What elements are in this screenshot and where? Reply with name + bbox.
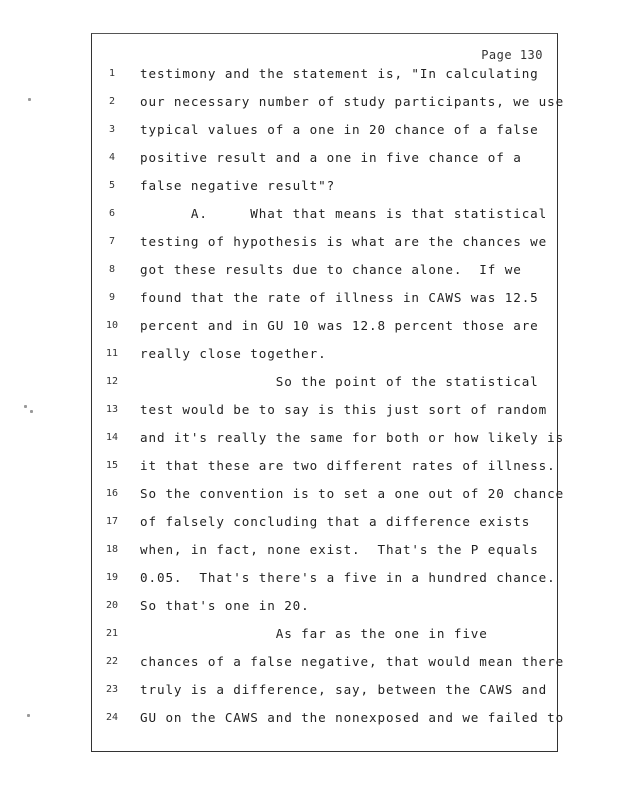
line-text: So that's one in 20. bbox=[140, 598, 310, 613]
transcript-line bbox=[92, 90, 565, 117]
line-number: 14 bbox=[105, 432, 119, 443]
line-text: So the convention is to set a one out of 20 chance bbox=[140, 486, 565, 501]
line-text: positive result and a one in five chance of a bbox=[140, 150, 522, 165]
line-number: 13 bbox=[105, 404, 119, 415]
scan-speck bbox=[30, 410, 33, 413]
line-text: false negative result"? bbox=[140, 178, 336, 193]
transcript-line bbox=[92, 314, 557, 341]
line-number: 19 bbox=[105, 572, 119, 583]
line-text: got these results due to chance alone. If we bbox=[140, 262, 522, 277]
transcript-line bbox=[92, 174, 557, 201]
transcript-line bbox=[92, 678, 557, 705]
line-text: So the point of the statistical bbox=[140, 374, 539, 389]
line-number: 23 bbox=[105, 684, 119, 695]
transcript-line bbox=[92, 202, 557, 229]
line-text: test would be to say is this just sort of random bbox=[140, 402, 548, 417]
line-number: 15 bbox=[105, 460, 119, 471]
transcript-line bbox=[92, 510, 557, 537]
line-number: 17 bbox=[105, 516, 119, 527]
transcript-line bbox=[92, 342, 557, 369]
line-text: chances of a false negative, that would mean there bbox=[140, 654, 565, 669]
transcript-line bbox=[92, 398, 557, 425]
transcript-line bbox=[92, 118, 557, 145]
line-text: truly is a difference, say, between the CAWS and bbox=[140, 682, 548, 697]
line-number: 10 bbox=[105, 320, 119, 331]
transcript-line bbox=[92, 482, 565, 509]
transcript-line bbox=[92, 622, 557, 649]
line-text: A. What that means is that statistical bbox=[140, 206, 548, 221]
transcript-line bbox=[92, 566, 557, 593]
transcript-line bbox=[92, 454, 557, 481]
line-number: 20 bbox=[105, 600, 119, 611]
line-text: it that these are two different rates of illness. bbox=[140, 458, 556, 473]
line-number: 9 bbox=[108, 292, 116, 303]
line-number: 22 bbox=[105, 656, 119, 667]
line-number: 2 bbox=[108, 96, 116, 107]
transcript-line bbox=[92, 650, 565, 677]
transcript-line bbox=[92, 62, 557, 89]
line-number: 6 bbox=[108, 208, 116, 219]
transcript-line bbox=[92, 538, 557, 565]
transcript-line bbox=[92, 706, 565, 733]
line-text: As far as the one in five bbox=[140, 626, 488, 641]
line-text: percent and in GU 10 was 12.8 percent those are bbox=[140, 318, 539, 333]
line-text: 0.05. That's there's a five in a hundred chance. bbox=[140, 570, 556, 585]
line-text: really close together. bbox=[140, 346, 327, 361]
line-text: testimony and the statement is, "In calculating bbox=[140, 66, 539, 81]
line-number: 5 bbox=[108, 180, 116, 191]
page-number: Page 130 bbox=[481, 48, 543, 62]
line-number: 18 bbox=[105, 544, 119, 555]
scan-speck bbox=[24, 405, 27, 408]
transcript-line bbox=[92, 370, 557, 397]
line-number: 1 bbox=[108, 68, 116, 79]
line-text: of falsely concluding that a difference exists bbox=[140, 514, 531, 529]
line-text: GU on the CAWS and the nonexposed and we failed to bbox=[140, 710, 565, 725]
transcript-line bbox=[92, 146, 557, 173]
line-number: 21 bbox=[105, 628, 119, 639]
transcript-line bbox=[92, 286, 557, 313]
line-number: 7 bbox=[108, 236, 116, 247]
line-number: 11 bbox=[105, 348, 119, 359]
line-number: 8 bbox=[108, 264, 116, 275]
line-number: 24 bbox=[105, 712, 119, 723]
transcript-line bbox=[92, 258, 557, 285]
scan-speck bbox=[27, 714, 30, 717]
line-text: our necessary number of study participants, we use bbox=[140, 94, 565, 109]
transcript-line bbox=[92, 230, 557, 257]
line-text: when, in fact, none exist. That's the P equals bbox=[140, 542, 539, 557]
line-number: 16 bbox=[105, 488, 119, 499]
line-text: found that the rate of illness in CAWS was 12.5 bbox=[140, 290, 539, 305]
line-text: typical values of a one in 20 chance of a false bbox=[140, 122, 539, 137]
line-text: and it's really the same for both or how likely is bbox=[140, 430, 565, 445]
scan-speck bbox=[28, 98, 31, 101]
line-number: 3 bbox=[108, 124, 116, 135]
line-number: 4 bbox=[108, 152, 116, 163]
line-text: testing of hypothesis is what are the chances we bbox=[140, 234, 548, 249]
transcript-page bbox=[91, 33, 565, 752]
line-number: 12 bbox=[105, 376, 119, 387]
transcript-line bbox=[92, 426, 565, 453]
transcript-line bbox=[92, 594, 557, 621]
